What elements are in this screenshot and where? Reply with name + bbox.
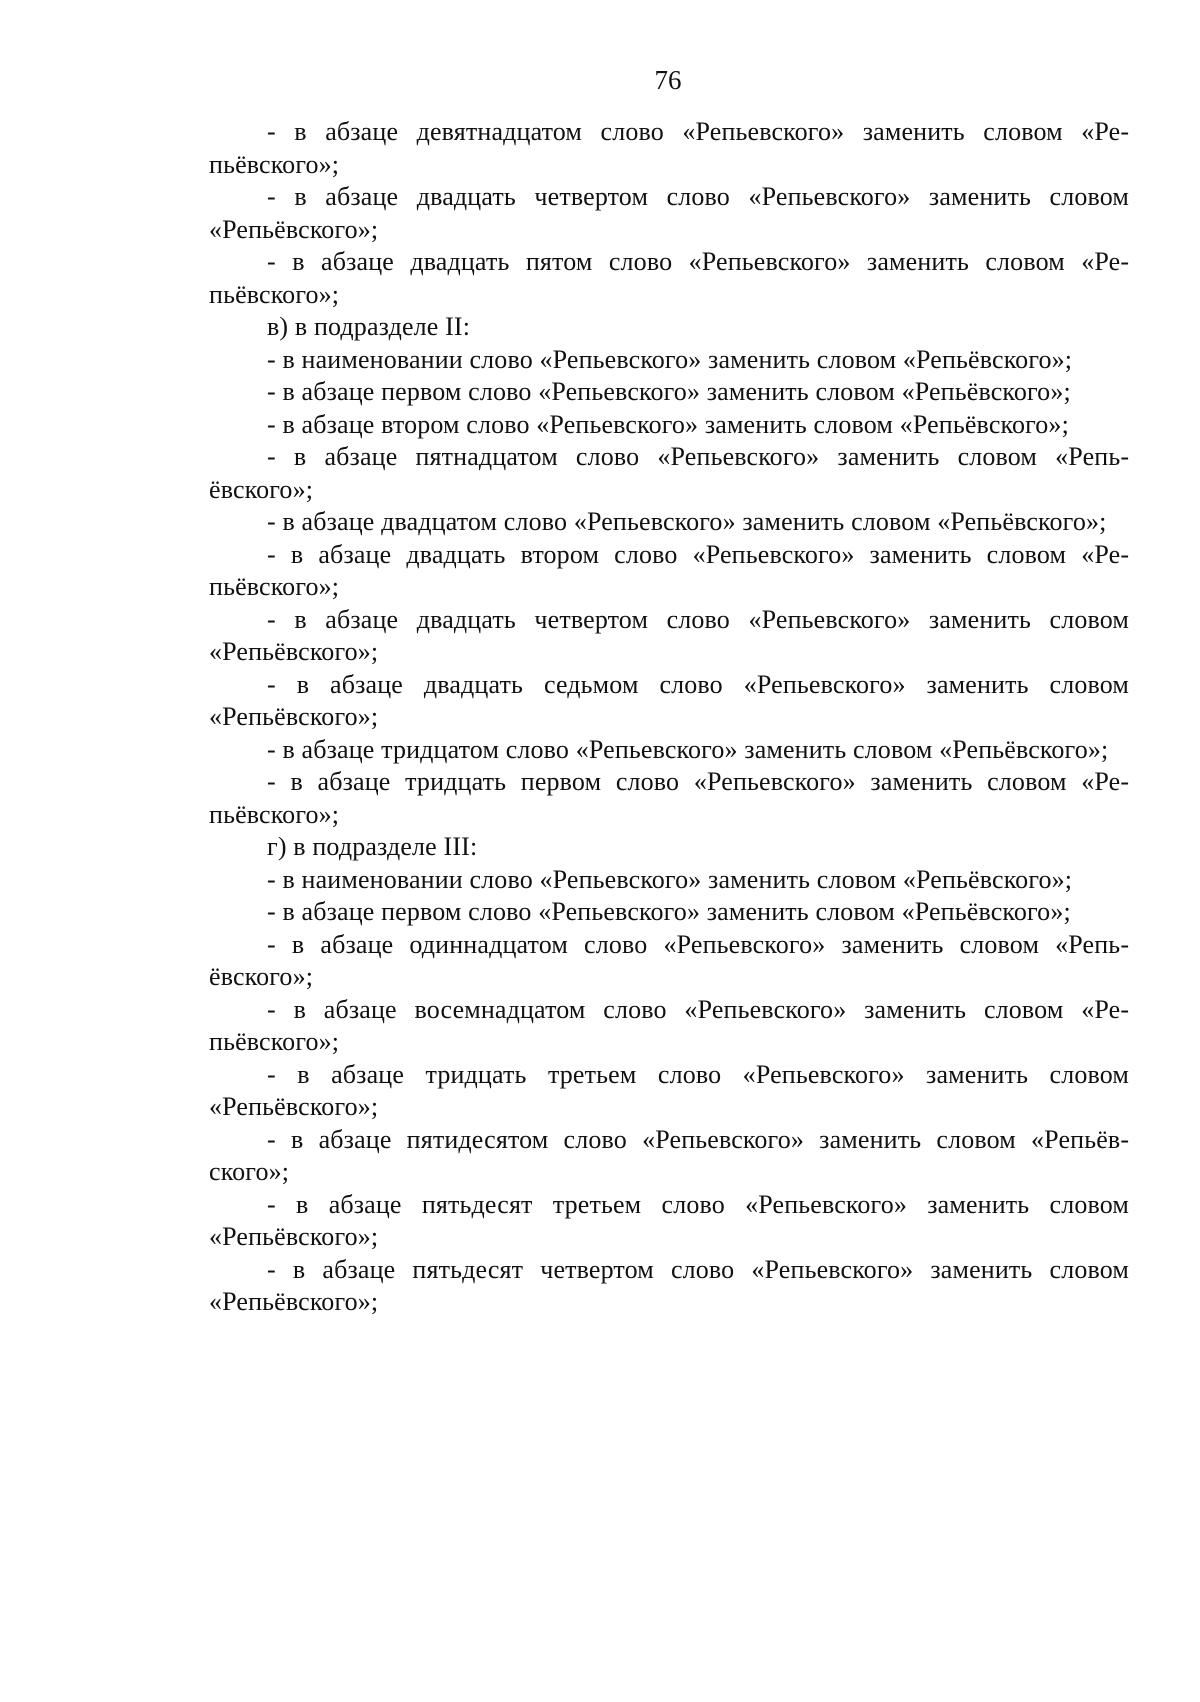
amendment-paragraph: - в абзаце пятнадцатом слово «Репьевского» заменить словом «Репьёвского»; (209, 442, 1129, 504)
amendment-paragraph: - в абзаце девятнадцатом слово «Репьевского» заменить словом «Репьёвского»; (209, 117, 1129, 179)
amendment-paragraph: - в абзаце двадцать четвертом слово «Репьевского» заменить словом «Репьёвского»; (209, 604, 1129, 666)
amendment-paragraph: - в абзаце тридцать первом слово «Репьевского» заменить словом «Репьёвского»; (209, 767, 1129, 829)
subsection-heading: в) в подразделе II: (267, 312, 471, 341)
amendment-paragraph: - в абзаце двадцатом слово «Репьевского» заменить словом «Репьёвского»; (267, 507, 1107, 536)
amendment-paragraph: - в абзаце двадцать четвертом слово «Репьевского» заменить словом «Репьёвского»; (209, 182, 1129, 244)
amendment-paragraph: - в абзаце двадцать седьмом слово «Репьевского» заменить словом «Репьёвского»; (209, 669, 1129, 731)
amendment-paragraph: - в абзаце одиннадцатом слово «Репьевского» заменить словом «Репьёвского»; (209, 929, 1129, 991)
amendment-paragraph: - в абзаце первом слово «Репьевского» заменить словом «Репьёвского»; (267, 377, 1071, 406)
amendment-paragraph: - в абзаце первом слово «Репьевского» заменить словом «Репьёвского»; (267, 897, 1071, 926)
amendment-paragraph: - в абзаце втором слово «Репьевского» заменить словом «Репьёвского»; (267, 409, 1069, 439)
page-number: 76 (654, 65, 682, 95)
amendment-paragraph: - в абзаце пятьдесят третьем слово «Репьевского» заменить словом «Репьёвского»; (209, 1189, 1129, 1251)
amendment-paragraph: - в наименовании слово «Репьевского» заменить словом «Репьёвского»; (267, 864, 1073, 894)
amendment-paragraph: - в наименовании слово «Репьевского» заменить словом «Репьёвского»; (267, 344, 1073, 374)
subsection-heading: г) в подразделе III: (267, 832, 478, 861)
amendment-paragraph: - в абзаце восемнадцатом слово «Репьевского» заменить словом «Репьёвского»; (209, 994, 1129, 1056)
amendment-paragraph: - в абзаце двадцать пятом слово «Репьевского» заменить словом «Репьёвского»; (209, 247, 1129, 309)
document-body (209, 116, 1129, 1319)
amendment-paragraph: - в абзаце пятьдесят четвертом слово «Репьевского» заменить словом «Репьёвского»; (209, 1254, 1129, 1316)
amendment-paragraph: - в абзаце тридцать третьем слово «Репьевского» заменить словом «Репьёвского»; (209, 1059, 1129, 1121)
amendment-paragraph: - в абзаце пятидесятом слово «Репьевского» заменить словом «Репьёвского»; (209, 1124, 1129, 1186)
amendment-paragraph: - в абзаце тридцатом слово «Репьевского» заменить словом «Репьёвского»; (267, 734, 1109, 764)
amendment-paragraph: - в абзаце двадцать втором слово «Репьевского» заменить словом «Репьёвского»; (209, 539, 1129, 601)
